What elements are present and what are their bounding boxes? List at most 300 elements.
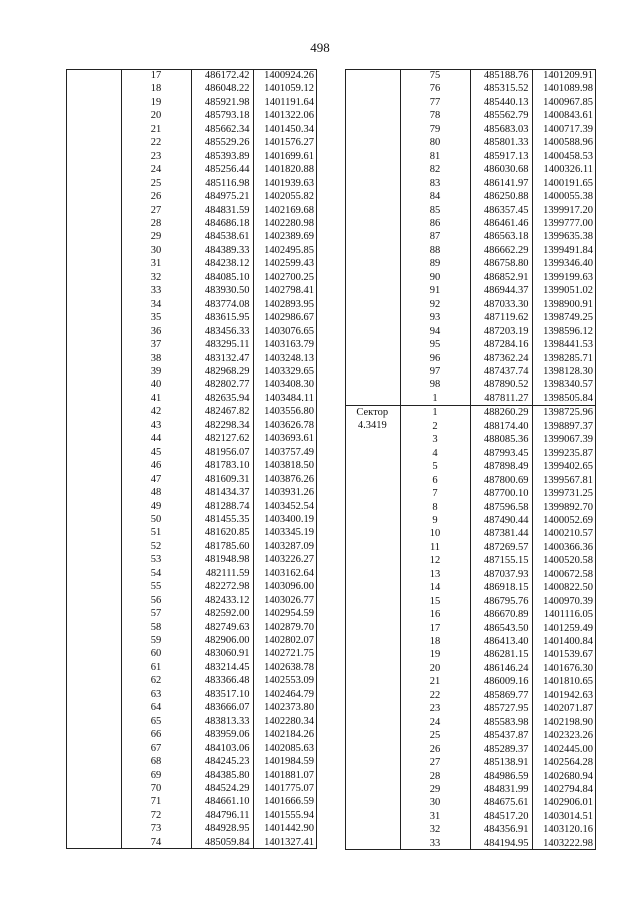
coord-x: 487890.52 [470,378,532,391]
table-row [66,674,317,687]
table-row [66,82,317,95]
point-number: 91 [400,284,470,297]
coord-x: 483295.11 [191,338,253,351]
point-number: 20 [121,109,191,122]
coord-y: 1402071.87 [532,702,596,715]
sector-cell [66,150,121,163]
table-row [345,406,596,420]
sector-cell [66,405,121,418]
point-number: 85 [400,204,470,217]
coord-x: 484385.80 [191,769,253,782]
sector-cell [345,177,400,190]
point-number: 46 [121,459,191,472]
sector-cell [66,634,121,647]
coord-y: 1399051.02 [532,284,596,297]
coord-y: 1398128.30 [532,365,596,378]
point-number: 58 [121,621,191,634]
sector-cell [66,755,121,768]
coord-x: 482906.00 [191,634,253,647]
point-number: 36 [121,325,191,338]
coord-x: 481609.31 [191,473,253,486]
point-number: 17 [121,69,191,82]
coord-y: 1402879.70 [253,621,317,634]
sector-cell [66,580,121,593]
point-number: 68 [121,755,191,768]
coord-x: 486357.45 [470,204,532,217]
coord-y: 1400822.50 [532,581,596,594]
coord-y: 1399567.81 [532,474,596,487]
point-number: 24 [121,163,191,176]
point-number: 49 [121,500,191,513]
coord-y: 1402553.09 [253,674,317,687]
table-row [66,378,317,391]
coord-x: 485801.33 [470,136,532,149]
point-number: 41 [121,392,191,405]
point-number: 72 [121,809,191,822]
table-row [66,338,317,351]
sector-cell [66,271,121,284]
point-number: 37 [121,338,191,351]
point-number: 69 [121,769,191,782]
coord-y: 1402280.34 [253,715,317,728]
point-number: 43 [121,419,191,432]
coord-x: 484356.91 [470,823,532,836]
point-number: 22 [121,136,191,149]
sector-cell [66,836,121,849]
coord-y: 1400052.69 [532,514,596,527]
coord-y: 1403556.80 [253,405,317,418]
table-row [66,284,317,297]
coord-x: 484085.10 [191,271,253,284]
point-number: 24 [400,716,470,729]
table-row [66,486,317,499]
coord-x: 482968.29 [191,365,253,378]
coord-y: 1400924.26 [253,69,317,82]
coord-x: 486670.89 [470,608,532,621]
point-number: 63 [121,688,191,701]
coord-y: 1402169.68 [253,204,317,217]
point-number: 75 [400,69,470,82]
point-number: 64 [121,701,191,714]
coord-x: 488085.36 [470,433,532,446]
table-row [345,150,596,163]
coord-x: 482127.62 [191,432,253,445]
sector-cell [66,109,121,122]
sector-cell [345,338,400,351]
point-number: 79 [400,123,470,136]
coord-x: 482111.59 [191,567,253,580]
coord-x: 483517.10 [191,688,253,701]
point-number: 23 [121,150,191,163]
coord-y: 1402893.95 [253,298,317,311]
point-number: 6 [400,474,470,487]
coord-y: 1399402.65 [532,460,596,473]
sector-cell [66,338,121,351]
table-row [345,177,596,190]
sector-label-line1: Сектор [356,407,389,419]
sector-cell [345,163,400,176]
coord-x: 486944.37 [470,284,532,297]
coord-y: 1403162.64 [253,567,317,580]
point-number: 88 [400,244,470,257]
table-row [66,325,317,338]
coord-x: 486662.29 [470,244,532,257]
coord-y: 1402700.25 [253,271,317,284]
sector-cell [345,96,400,109]
coord-y: 1401116.05 [532,608,596,621]
coord-x: 485440.13 [470,96,532,109]
coord-x: 485188.76 [470,69,532,82]
table-row [66,217,317,230]
sector-cell [66,177,121,190]
point-number: 21 [400,675,470,688]
coord-y: 1402198.90 [532,716,596,729]
coord-x: 487284.16 [470,338,532,351]
point-number: 66 [121,728,191,741]
point-number: 97 [400,365,470,378]
sector-cell [345,352,400,365]
coord-x: 487993.45 [470,447,532,460]
coord-y: 1402721.75 [253,647,317,660]
coord-y: 1402495.85 [253,244,317,257]
table-row [66,500,317,513]
coord-x: 486250.88 [470,190,532,203]
coord-y: 1399067.39 [532,433,596,446]
sector-cell [66,432,121,445]
point-number: 70 [121,782,191,795]
coord-y: 1398285.71 [532,352,596,365]
coord-x: 483366.48 [191,674,253,687]
coord-y: 1398749.25 [532,311,596,324]
table-row [66,298,317,311]
point-number: 1 [400,406,470,420]
coordinates-table-left [66,69,317,849]
coord-y: 1403076.65 [253,325,317,338]
coord-x: 484986.59 [470,770,532,783]
coord-x: 487381.44 [470,527,532,540]
coord-x: 485315.52 [470,82,532,95]
coord-x: 486852.91 [470,271,532,284]
coordinates-table-right [345,69,596,850]
sector-cell [66,782,121,795]
point-number: 35 [121,311,191,324]
sector-cell [66,567,121,580]
sector-cell [66,500,121,513]
sector-cell [66,540,121,553]
page-number: 498 [310,40,330,55]
coord-y: 1401539.67 [532,648,596,661]
coord-x: 484238.12 [191,257,253,270]
table-row [66,432,317,445]
coord-x: 487037.93 [470,568,532,581]
coord-y: 1402445.00 [532,743,596,756]
coord-y: 1402954.59 [253,607,317,620]
coord-y: 1402464.79 [253,688,317,701]
coord-y: 1401881.07 [253,769,317,782]
point-number: 86 [400,217,470,230]
sector-cell [66,419,121,432]
table-row [345,392,596,406]
point-number: 33 [121,284,191,297]
coord-x: 485727.95 [470,702,532,715]
coord-x: 485662.34 [191,123,253,136]
sector-cell [66,284,121,297]
sector-cell [66,392,121,405]
sector-cell [345,136,400,149]
table-row [66,177,317,190]
sector-cell [345,284,400,297]
table-row [66,459,317,472]
point-number: 55 [121,580,191,593]
coord-y: 1403014.51 [532,810,596,823]
table-row [66,419,317,432]
sector-cell [66,742,121,755]
sector-cell [66,325,121,338]
coord-y: 1401089.98 [532,82,596,95]
point-number: 10 [400,527,470,540]
sector-cell [66,621,121,634]
point-number: 18 [121,82,191,95]
coord-y: 1401191.64 [253,96,317,109]
coord-x: 483132.47 [191,352,253,365]
sector-cell [345,217,400,230]
coord-x: 485921.98 [191,96,253,109]
sector-cell [66,688,121,701]
point-number: 29 [121,230,191,243]
point-number: 57 [121,607,191,620]
point-number: 89 [400,257,470,270]
coord-x: 483930.50 [191,284,253,297]
sector-cell [66,822,121,835]
point-number: 25 [400,729,470,742]
coord-x: 486172.42 [191,69,253,82]
point-number: 25 [121,177,191,190]
coord-x: 484675.61 [470,796,532,809]
sector-cell [66,459,121,472]
sector-cell [345,123,400,136]
table-row [345,136,596,149]
coord-y: 1401327.41 [253,836,317,849]
coord-y: 1401810.65 [532,675,596,688]
table-row [345,284,596,297]
coord-x: 485437.87 [470,729,532,742]
coord-y: 1398725.96 [532,406,596,420]
coord-y: 1402323.26 [532,729,596,742]
table-row [66,204,317,217]
coord-y: 1402280.98 [253,217,317,230]
sector-cell [66,513,121,526]
coord-y: 1400672.58 [532,568,596,581]
point-number: 21 [121,123,191,136]
coord-x: 487203.19 [470,325,532,338]
sector-cell [66,190,121,203]
coord-x: 485289.37 [470,743,532,756]
coord-y: 1399346.40 [532,257,596,270]
table-row [66,701,317,714]
coord-y: 1398505.84 [532,392,596,406]
sector-cell [66,136,121,149]
sector-cell [66,257,121,270]
table-row [66,190,317,203]
point-number: 82 [400,163,470,176]
coord-x: 483813.33 [191,715,253,728]
table-row [66,392,317,405]
point-number: 32 [400,823,470,836]
table-row [66,634,317,647]
table-row [345,298,596,311]
sector-cell [66,96,121,109]
sector-cell [345,244,400,257]
point-number: 59 [121,634,191,647]
coord-y: 1403818.50 [253,459,317,472]
coord-x: 486413.40 [470,635,532,648]
point-number: 78 [400,109,470,122]
table-row [345,190,596,203]
table-row [345,365,596,378]
table-row [345,204,596,217]
coord-x: 487700.10 [470,487,532,500]
point-number: 13 [400,568,470,581]
point-number: 87 [400,230,470,243]
sector-cell [66,594,121,607]
point-number: 11 [400,541,470,554]
table-row [66,150,317,163]
coord-x: 484538.61 [191,230,253,243]
coord-x: 484831.59 [191,204,253,217]
coord-x: 484796.11 [191,809,253,822]
coord-x: 487811.27 [470,392,532,406]
table-row [66,271,317,284]
table-row [66,230,317,243]
coord-y: 1403757.49 [253,446,317,459]
point-number: 26 [121,190,191,203]
sector-cell [66,701,121,714]
table-row [66,163,317,176]
coord-x: 482749.63 [191,621,253,634]
coord-y: 1402055.82 [253,190,317,203]
coord-x: 482802.77 [191,378,253,391]
point-number: 33 [400,837,470,850]
point-number: 31 [121,257,191,270]
coord-y: 1399491.84 [532,244,596,257]
sector-cell [345,311,400,324]
point-number: 81 [400,150,470,163]
coord-x: 482298.34 [191,419,253,432]
sector-cell [66,769,121,782]
point-number: 22 [400,689,470,702]
coord-x: 487362.24 [470,352,532,365]
table-row [66,755,317,768]
coord-y: 1400326.11 [532,163,596,176]
coord-y: 1401576.27 [253,136,317,149]
point-number: 18 [400,635,470,648]
point-number: 40 [121,378,191,391]
table-row [66,540,317,553]
coord-x: 481455.35 [191,513,253,526]
coord-y: 1401939.63 [253,177,317,190]
coord-y: 1399635.38 [532,230,596,243]
table-row [66,567,317,580]
coord-x: 484245.23 [191,755,253,768]
sector-cell [66,217,121,230]
point-number: 61 [121,661,191,674]
table-row [66,365,317,378]
point-number: 30 [121,244,191,257]
coord-y: 1399917.20 [532,204,596,217]
point-number: 4 [400,447,470,460]
table-row [345,378,596,391]
coord-x: 484517.20 [470,810,532,823]
table-row [66,621,317,634]
sector-cell [345,325,400,338]
coord-x: 484975.21 [191,190,253,203]
point-number: 96 [400,352,470,365]
coord-y: 1401820.88 [253,163,317,176]
coord-x: 487490.44 [470,514,532,527]
table-row [66,136,317,149]
coord-x: 486543.50 [470,622,532,635]
point-number: 92 [400,298,470,311]
sector-cell [66,661,121,674]
sector-cell [66,298,121,311]
sector-cell [66,728,121,741]
sector-cell [66,378,121,391]
coord-y: 1400970.39 [532,595,596,608]
table-row [66,715,317,728]
coord-x: 486758.80 [470,257,532,270]
point-number: 27 [121,204,191,217]
coord-x: 484831.99 [470,783,532,796]
point-number: 65 [121,715,191,728]
sector-cell [345,150,400,163]
sector-label [345,406,400,850]
coord-x: 484389.33 [191,244,253,257]
point-number: 54 [121,567,191,580]
coord-x: 483214.45 [191,661,253,674]
coord-x: 481956.07 [191,446,253,459]
point-number: 9 [400,514,470,527]
point-number: 26 [400,743,470,756]
coord-y: 1402184.26 [253,728,317,741]
coord-y: 1400458.53 [532,150,596,163]
sector-label-line2: 4.3419 [357,420,387,432]
coord-x: 485869.77 [470,689,532,702]
sector-cell [345,257,400,270]
table-row [345,96,596,109]
coord-x: 482433.12 [191,594,253,607]
table-row [66,69,317,82]
coord-x: 486141.97 [470,177,532,190]
sector-cell [345,109,400,122]
coord-y: 1403096.00 [253,580,317,593]
point-number: 73 [121,822,191,835]
coord-y: 1401442.90 [253,822,317,835]
sector-cell [66,244,121,257]
point-number: 7 [400,487,470,500]
sector-cell [345,204,400,217]
point-number: 80 [400,136,470,149]
coord-x: 483615.95 [191,311,253,324]
point-number: 95 [400,338,470,351]
coord-y: 1403222.98 [532,837,596,850]
table-row [66,836,317,849]
sector-cell [66,553,121,566]
sector-cell [66,647,121,660]
coord-x: 487898.49 [470,460,532,473]
point-number: 3 [400,433,470,446]
coord-x: 485583.98 [470,716,532,729]
coord-y: 1401450.34 [253,123,317,136]
